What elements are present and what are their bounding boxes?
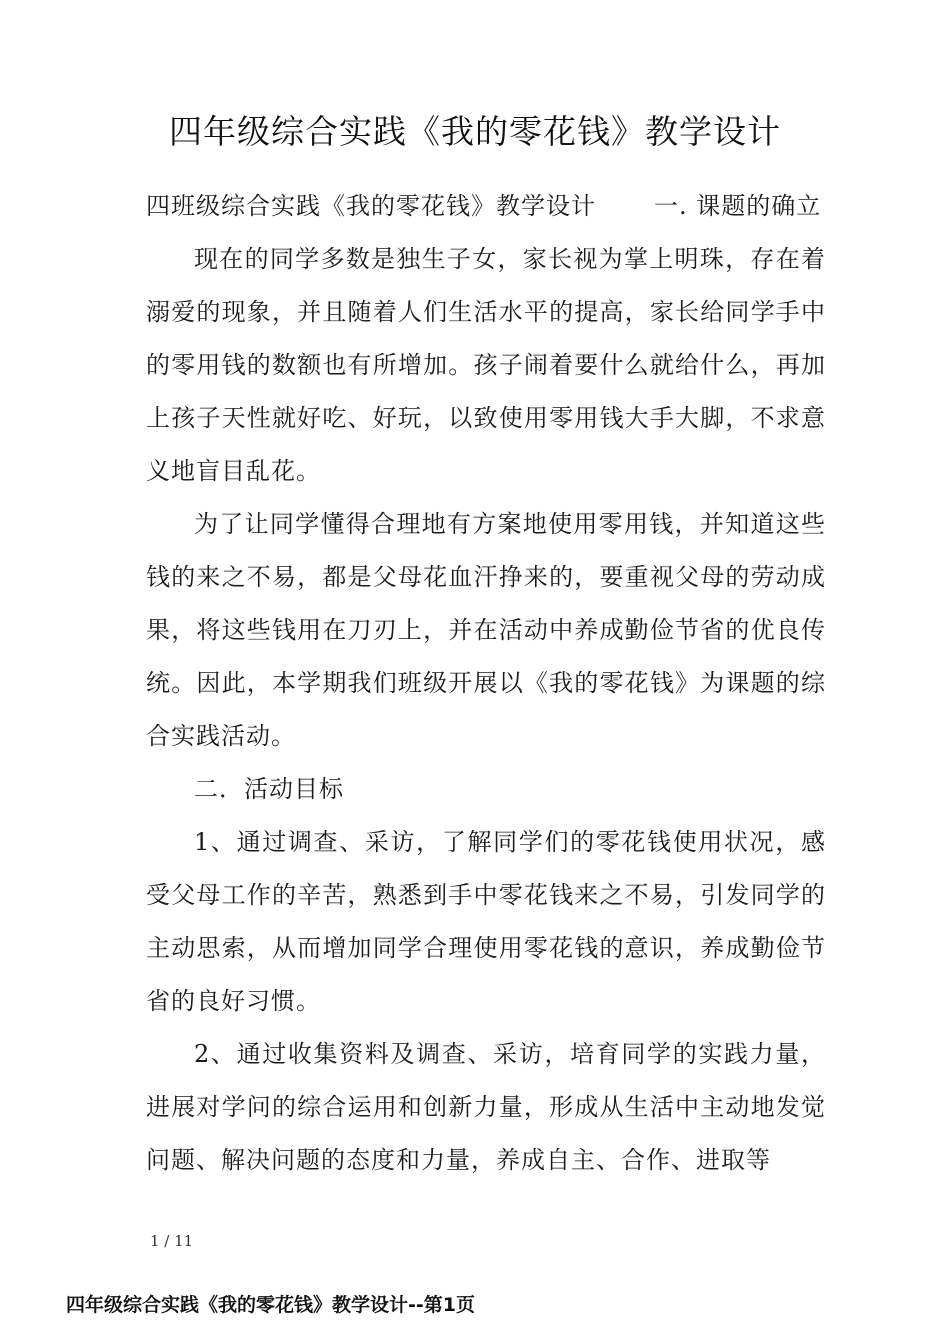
paragraph-background: 现在的同学多数是独生子女，家长视为掌上明珠，存在着溺爱的现象，并且随着人们生活水平的提高，家长给同学手中的零用钱的数额也有所增加。孩子闹着要什么就给什么，再加上孩子天性就好吃、好玩，以致使用零用钱大手大脚，不求意义地盲目乱花。 <box>146 245 826 485</box>
section-heading-1: 一. 课题的确立 <box>654 192 822 220</box>
intro-heading: 四班级综合实践《我的零花钱》教学设计 <box>146 192 596 220</box>
goal-item-1: 1、通过调查、采访，了解同学们的零花钱使用状况，感受父母工作的辛苦，熟悉到手中零花钱来之不易，引发同学的主动思索，从而增加同学合理使用零花钱的意识，养成勤俭节省的良好习惯。 <box>146 828 826 1015</box>
footer-caption: 四年级综合实践《我的零花钱》教学设计--第1页 <box>66 1294 475 1316</box>
page-number: 1 / 11 <box>150 1232 194 1250</box>
document-body <box>146 180 826 1187</box>
section-heading-2: 二．活动目标 <box>194 775 344 803</box>
paragraph-purpose: 为了让同学懂得合理地有方案地使用零用钱，并知道这些钱的来之不易，都是父母花血汗挣来的，要重视父母的劳动成果，将这些钱用在刀刃上，并在活动中养成勤俭节省的优良传统。因此，本学期我们班级开展以《我的零花钱》为课题的综合实践活动。 <box>146 510 826 750</box>
page-title: 四年级综合实践《我的零花钱》教学设计 <box>169 112 781 151</box>
intro-paragraph <box>146 180 826 233</box>
goal-item-2: 2、通过收集资料及调查、采访，培育同学的实践力量，进展对学问的综合运用和创新力量，形成从生活中主动地发觉问题、解决问题的态度和力量，养成自主、合作、进取等 <box>146 1040 826 1174</box>
